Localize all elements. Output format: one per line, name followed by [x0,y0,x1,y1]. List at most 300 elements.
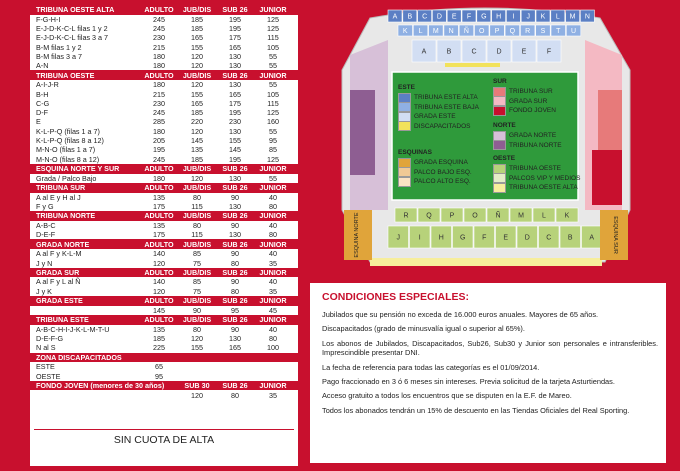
seat-block-label: E [451,13,457,21]
column-header: SUB 26 [222,211,248,221]
price-row [30,390,298,399]
price-row [30,89,298,98]
price-cell: 115 [191,201,203,211]
seat-block-label: F [546,48,552,56]
disabled-zone [445,63,500,67]
conditions-box [310,283,666,463]
section-name: TRIBUNA NORTE [36,211,96,221]
section-header [30,211,298,221]
legend-swatch [398,112,411,122]
price-cell: 125 [267,154,279,164]
legend-label: PALCO ALTO ESQ. [414,178,471,186]
row-label: A-N [36,61,49,71]
seat-block-label: B [407,13,413,21]
condition-item: Jubilados que su pensión no exceda de 16.000 euros anuales. Mayores de 65 años. [322,310,599,319]
price-cell: 80 [269,201,277,211]
seat-block-label: A [421,48,427,56]
pricing-panel [30,5,298,466]
legend-swatch [493,183,506,193]
legend-label: DISCAPACITADOS [414,122,471,130]
price-cell: 80 [193,192,201,202]
column-header: ADULTO [144,183,174,193]
seat-block-label: Ñ [495,212,501,220]
section-name: GRADA NORTE [36,239,90,249]
price-row [30,221,298,230]
south-stand [585,40,622,210]
condition-item: Los abonos de Jubilados, Discapacitados, Sub26, Sub30 y Junior son personales e intransferibles. Imprescindible presentar DNI. [322,338,658,358]
row-label: E-J-D-K-C-L filas 1 y 2 [36,24,108,34]
legend-swatch [493,106,506,116]
seat-block-label: R [403,212,409,220]
legend-title: SUR [493,78,507,85]
legend-swatch [398,121,411,131]
price-cell: 180 [153,52,165,62]
legend-title: NORTE [493,122,516,129]
price-cell: 230 [153,98,165,108]
seat-block-label: B [567,234,573,242]
price-cell: 185 [191,108,203,118]
legend-esquinas [398,149,472,187]
price-cell: 90 [231,220,239,230]
row-label: F y G [36,201,54,211]
row-label: A-I-J-R [36,80,59,90]
price-cell: 180 [153,61,165,71]
section-name: TRIBUNA OESTE [36,70,95,80]
price-row [30,230,298,239]
column-header: JUB/DIS [182,5,212,15]
price-cell: 185 [191,14,203,24]
price-cell: 100 [267,343,279,353]
price-row [30,33,298,42]
condition-item: Pago fraccionado en 3 ó 6 meses sin intereses. Previa solicitud de la tarjeta Asturtiendas. [322,377,615,387]
row-label: D-E-F [36,230,56,240]
price-cell: 80 [231,258,239,268]
price-cell: 130 [229,334,241,344]
conditions-title: CONDICIONES ESPECIALES: [322,291,470,303]
column-header: JUNIOR [259,381,287,391]
price-cell: 125 [267,108,279,118]
price-cell: 75 [193,286,201,296]
seat-block-label: L [542,212,546,220]
price-cell: 195 [229,24,241,34]
price-cell: 120 [153,286,165,296]
condition-item: La fecha de referencia para todas las categorías es el 01/09/2014. [322,362,540,372]
west-alta-strip [370,258,602,266]
price-cell: 220 [191,117,203,127]
row-label: J y N [36,258,53,268]
legend-item [493,174,580,184]
row-label: M-N-O (filas 8 a 12) [36,154,100,164]
seat-block-label: I [418,234,421,242]
price-cell: 55 [269,61,277,71]
price-row [30,145,298,154]
price-row [30,99,298,108]
divider [34,429,294,430]
section-header [30,70,298,80]
price-cell: 165 [229,42,241,52]
price-cell: 120 [191,126,203,136]
row-label: J y K [36,286,52,296]
column-header: ADULTO [144,164,174,174]
legend-item [493,106,556,116]
column-header: SUB 26 [222,239,248,249]
legend-label: TRIBUNA OESTE [509,165,562,173]
seat-block-label: N [584,13,590,21]
seat-block-label: K [564,212,570,220]
column-header: JUB/DIS [182,239,212,249]
price-cell: 140 [153,249,165,259]
seat-block-label: K [540,13,546,21]
column-header: SUB 26 [222,164,248,174]
seat-block-label: C [422,13,428,21]
price-row [30,127,298,136]
price-cell: 155 [191,42,203,52]
price-cell: 285 [153,117,165,127]
legend-label: PALCOS VIP Y MEDIOS [509,174,581,182]
price-row [30,174,298,183]
column-header: JUB/DIS [182,164,212,174]
legend-label: TRIBUNA OESTE ALTA [509,184,578,192]
price-row [30,117,298,126]
column-header: ADULTO [144,268,174,277]
section-name: TRIBUNA ESTE [36,315,89,325]
seat-block-label: R [525,28,531,35]
seat-block-label: K [402,28,408,35]
price-row [30,258,298,267]
price-cell: 95 [155,371,163,381]
seat-block-label: H [496,13,502,21]
column-header: JUNIOR [259,268,287,277]
price-cell: 145 [191,136,203,146]
price-cell: 90 [231,277,239,287]
legend-swatch [493,164,506,174]
row-label: N al S [36,343,56,353]
seat-block-label: B [446,48,452,56]
price-cell: 120 [191,334,203,344]
column-header: ADULTO [144,296,174,306]
price-cell: 165 [191,98,203,108]
price-cell: 205 [153,136,165,146]
price-cell: 35 [269,390,277,400]
seat-block-label: A [392,13,398,21]
seat-block-label: A [589,234,595,242]
price-cell: 85 [193,249,201,259]
price-row [30,61,298,70]
price-row [30,52,298,61]
legend-sur [493,78,556,116]
price-cell: 35 [269,286,277,296]
price-cell: 135 [191,145,203,155]
seat-block-label: D [524,234,530,242]
price-cell: 120 [191,61,203,71]
column-header: ADULTO [144,5,174,15]
price-cell: 215 [153,42,165,52]
price-cell: 245 [153,154,165,164]
row-label: ESTE [36,362,55,372]
price-cell: 95 [231,305,239,315]
price-cell: 80 [231,286,239,296]
legend-item [398,103,479,113]
column-header: JUNIOR [259,211,287,221]
column-header: JUNIOR [259,239,287,249]
price-cell: 80 [269,334,277,344]
legend-item [493,87,556,97]
price-cell: 125 [267,14,279,24]
legend-item [398,168,472,178]
legend-label: TRIBUNA ESTE ALTA [414,94,478,102]
seat-block-label: C [471,48,477,56]
price-cell: 175 [153,230,165,240]
legend-item [493,164,580,174]
column-header: JUNIOR [259,315,287,325]
seat-block-label: L [555,13,560,21]
section-header [30,381,298,391]
price-cell: 135 [153,220,165,230]
seat-block-label: P [494,28,500,35]
seat-block-label: C [546,234,552,242]
seat-block-label: G [460,234,466,242]
section-header [30,296,298,306]
price-cell: 175 [229,98,241,108]
legend-title: OESTE [493,155,516,162]
seat-block-label: I [512,13,515,21]
price-cell: 185 [191,154,203,164]
legend-swatch [493,173,506,183]
seat-block-label: F [466,13,472,21]
price-cell: 165 [229,343,241,353]
legend-swatch [398,167,411,177]
seat-block-label: F [482,234,487,242]
column-header: SUB 26 [222,268,248,277]
price-cell: 115 [267,33,279,43]
legend-oeste [493,155,580,193]
price-cell: 55 [269,173,277,183]
row-label: C-G [36,98,50,108]
section-header [30,239,298,249]
price-cell: 95 [269,136,277,146]
row-label: K-L-P-Q (filas 8 a 12) [36,136,104,146]
legend-swatch [398,93,411,103]
seat-block-label: L [418,28,423,35]
row-label: A-B-C-H-I-J-K-L-M-T-U [36,324,110,334]
seat-block-label: E [503,234,509,242]
price-cell: 165 [229,89,241,99]
price-row [30,277,298,286]
seat-block-label: H [438,234,444,242]
row-label: A al F y K-L-M [36,249,82,259]
price-row [30,24,298,33]
price-cell: 40 [269,220,277,230]
section-name: GRADA ESTE [36,296,83,306]
row-label: A al E y H al J [36,192,81,202]
price-cell: 160 [267,117,279,127]
legend-item [493,141,562,151]
price-cell: 215 [153,89,165,99]
price-cell: 155 [229,136,241,146]
price-cell: 155 [191,89,203,99]
price-cell: 105 [267,89,279,99]
price-row [30,193,298,202]
row-label: B-M filas 1 y 2 [36,42,82,52]
legend-label: TRIBUNA ESTE BAJA [414,103,480,111]
seat-block-label: D [496,48,502,56]
column-header: JUNIOR [259,296,287,306]
price-cell: 180 [153,173,165,183]
row-label: M-N-O (filas 1 a 7) [36,145,96,155]
price-cell: 165 [191,33,203,43]
legend-item [398,112,479,122]
price-cell: 130 [229,126,241,136]
seat-block-label: E [521,48,527,56]
legend-label: GRADA SUR [509,97,548,105]
legend-label: TRIBUNA SUR [509,88,553,96]
column-header: JUNIOR [259,70,287,80]
price-cell: 90 [231,192,239,202]
price-cell: 80 [193,220,201,230]
price-cell: 185 [191,24,203,34]
section-header [30,164,298,174]
north-stand [350,40,388,210]
legend-item [398,93,479,103]
price-cell: 85 [269,145,277,155]
price-cell: 130 [229,173,241,183]
legend-item [493,183,580,193]
price-cell: 135 [153,192,165,202]
column-header: SUB 26 [222,5,248,15]
column-header: JUB/DIS [182,268,212,277]
seat-block-label: D [436,13,442,21]
price-cell: 145 [229,145,241,155]
price-cell: 130 [229,80,241,90]
row-label: D-F [36,108,48,118]
price-row [30,155,298,164]
section-name: GRADA SUR [36,268,80,277]
price-cell: 230 [153,33,165,43]
section-header [30,315,298,325]
seat-block-label: T [556,28,561,35]
column-header: JUB/DIS [182,211,212,221]
condition-item: Todos los abonados tendrán un 15% de descuento en las Tiendas Oficiales del Real Sporting. [322,405,630,415]
legend-item [398,122,479,132]
legend-title: ESTE [398,84,415,91]
price-cell: 175 [153,201,165,211]
column-header: SUB 26 [222,315,248,325]
legend-norte [493,122,562,150]
column-header: JUB/DIS [182,183,212,193]
seat-block-label: O [479,28,485,35]
price-cell: 130 [229,201,241,211]
price-cell: 130 [229,230,241,240]
column-header: JUNIOR [259,5,287,15]
seat-block-label: Q [426,212,432,220]
column-header: ADULTO [144,70,174,80]
column-header: JUNIOR [259,183,287,193]
price-cell: 130 [229,52,241,62]
row-label: F-G-H-I [36,14,61,24]
legend-label: PALCO BAJO ESQ. [414,168,472,176]
row-label: D-E-F-G [36,334,64,344]
section-header [30,353,298,363]
seat-block-label: Ñ [463,28,469,35]
price-cell: 195 [229,14,241,24]
section-name: TRIBUNA OESTE ALTA [36,5,115,15]
price-cell: 55 [269,126,277,136]
legend-swatch [398,158,411,168]
section-header [30,268,298,278]
stadium-map [330,0,640,278]
row-label: OESTE [36,371,61,381]
section-header [30,5,298,15]
legend-label: GRADA ESTE [414,113,456,121]
legend-label: FONDO JOVEN [509,107,556,115]
price-cell: 120 [191,173,203,183]
seat-block-label: U [571,28,577,35]
pricing-table [30,5,298,400]
legend-swatch [493,140,506,150]
price-row [30,249,298,258]
price-cell: 40 [269,324,277,334]
column-header: ADULTO [144,239,174,249]
price-cell: 120 [153,258,165,268]
price-cell: 245 [153,24,165,34]
price-row [30,371,298,380]
price-row [30,80,298,89]
price-cell: 230 [229,117,241,127]
price-cell: 90 [231,324,239,334]
column-header: SUB 26 [222,183,248,193]
price-row [30,202,298,211]
condition-item: Discapacitados (grado de minusvalía igual o superior al 65%). [322,324,525,334]
price-row [30,306,298,315]
row-label: B-H [36,89,49,99]
price-cell: 105 [267,42,279,52]
price-row [30,325,298,334]
row-label: K-L-P-Q (filas 1 a 7) [36,126,100,136]
column-header: JUB/DIS [182,315,212,325]
row-label: Grada / Palco Bajo [36,173,97,183]
section-name: ESQUINA NORTE Y SUR [36,164,120,174]
price-cell: 40 [269,277,277,287]
seat-block-label: S [540,28,546,35]
section-name: TRIBUNA SUR [36,183,86,193]
price-cell: 195 [229,154,241,164]
row-label: A al F y L al Ñ [36,277,81,287]
seat-block-label: O [472,212,478,220]
price-cell: 195 [153,145,165,155]
legend-label: GRADA NORTE [509,132,557,140]
price-cell: 65 [155,362,163,372]
row-label: A-B-C [36,220,56,230]
row-label: B-M filas 3 a 7 [36,52,82,62]
price-cell: 195 [229,108,241,118]
price-cell: 75 [193,258,201,268]
column-header: SUB 26 [222,381,248,391]
price-cell: 175 [229,33,241,43]
price-cell: 180 [153,80,165,90]
legend-swatch [398,177,411,187]
column-header: JUB/DIS [182,296,212,306]
price-cell: 130 [229,61,241,71]
legend-item [493,97,556,107]
price-cell: 115 [267,98,279,108]
seat-block-label: J [526,13,530,21]
price-cell: 245 [153,108,165,118]
legend-item [398,158,472,168]
price-cell: 120 [191,80,203,90]
legend-swatch [493,96,506,106]
legend-swatch [398,102,411,112]
seat-block-label: Q [509,28,516,35]
